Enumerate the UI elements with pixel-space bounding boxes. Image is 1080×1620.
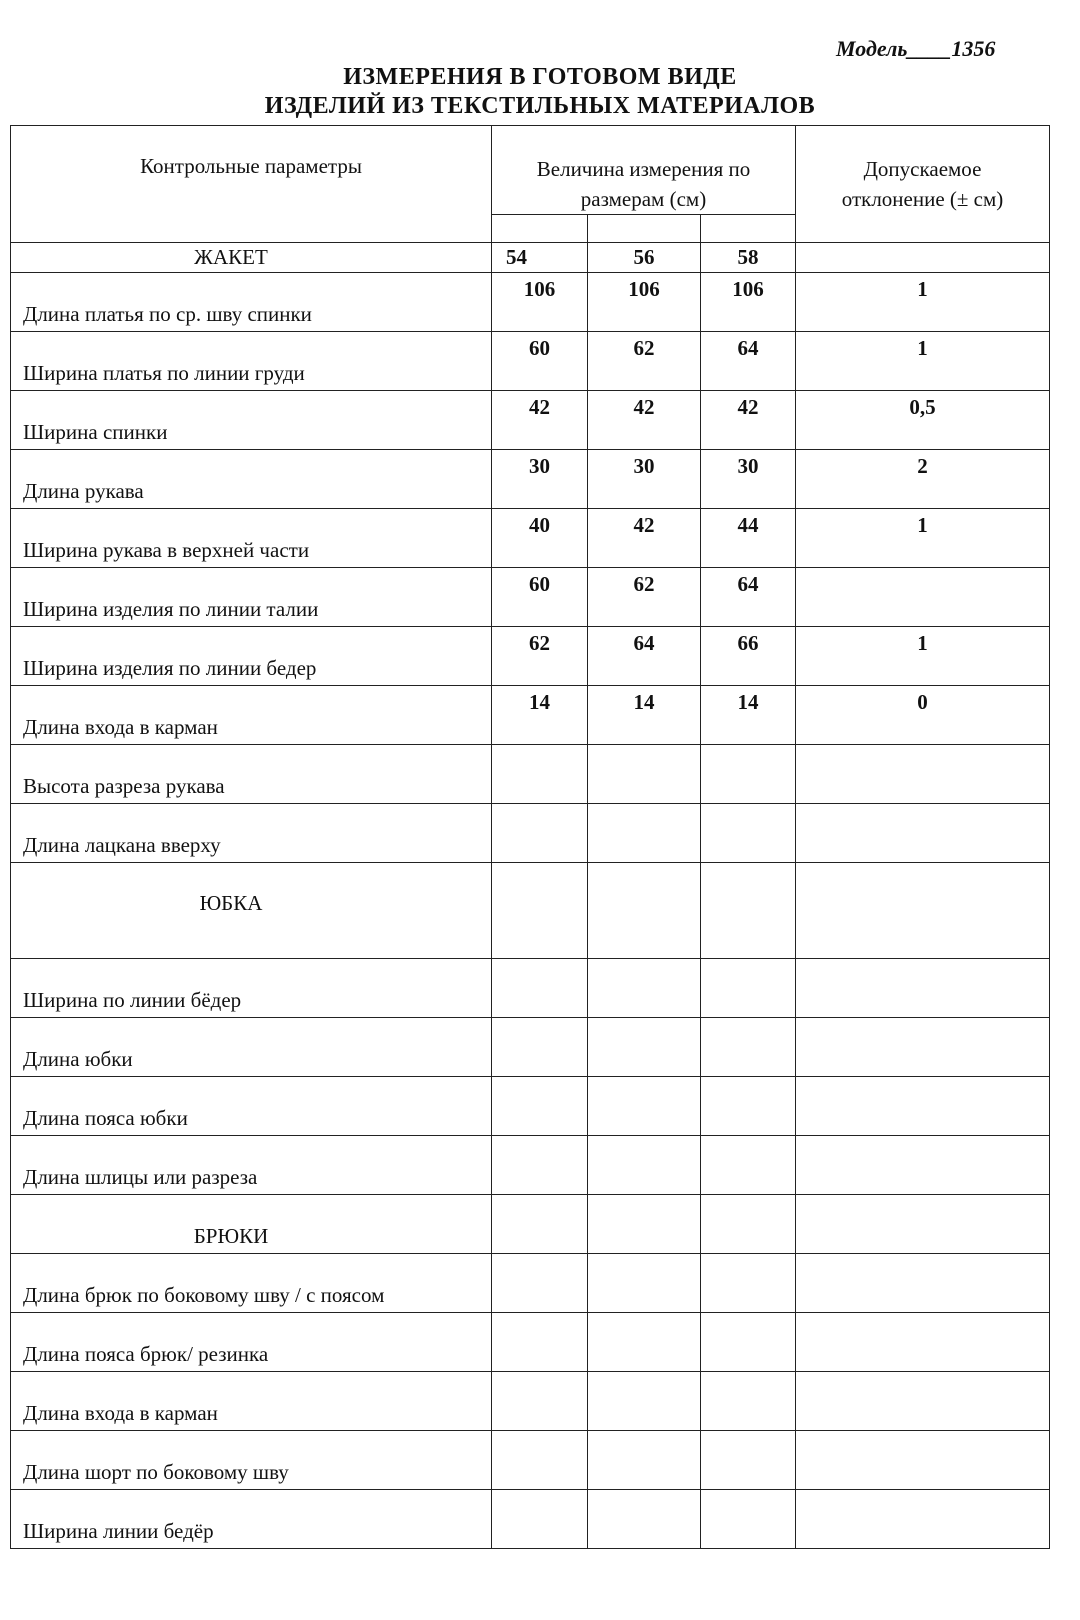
value-tolerance: 1 (796, 627, 1050, 686)
table-row (11, 332, 1050, 391)
empty-cell (588, 1431, 701, 1490)
empty-cell (492, 1018, 588, 1077)
size-58: 58 (701, 243, 796, 273)
value-size-58: 30 (701, 450, 796, 509)
empty-cell (492, 1313, 588, 1372)
table-row (11, 391, 1050, 450)
header-control-parameters: Контрольные параметры (11, 126, 492, 243)
empty-cell (796, 1077, 1050, 1136)
table-row (11, 804, 1050, 863)
row-label: Ширина по линии бёдер (11, 959, 492, 1018)
table-row (11, 1136, 1050, 1195)
empty-cell (796, 1195, 1050, 1254)
empty-cell (701, 1195, 796, 1254)
empty-cell (701, 1372, 796, 1431)
value-tolerance (796, 568, 1050, 627)
empty-cell (588, 1490, 701, 1549)
empty-cell (492, 1431, 588, 1490)
value-size-56 (588, 804, 701, 863)
size-56: 56 (588, 243, 701, 273)
empty-cell (701, 1254, 796, 1313)
empty-cell (492, 1254, 588, 1313)
empty-cell (796, 863, 1050, 959)
empty-cell (701, 1431, 796, 1490)
value-size-54: 30 (492, 450, 588, 509)
size-54: 54 (492, 243, 588, 273)
empty-cell (588, 1136, 701, 1195)
section-row (11, 1195, 1050, 1254)
empty-cell (492, 959, 588, 1018)
table-row (11, 1490, 1050, 1549)
value-tolerance: 1 (796, 273, 1050, 332)
table-row (11, 1431, 1050, 1490)
table-row (11, 959, 1050, 1018)
row-label: Длина лацкана вверху (11, 804, 492, 863)
section-jacket: ЖАКЕТ (11, 243, 492, 273)
empty-cell (701, 215, 796, 243)
header-size-line2: размерам (см) (580, 187, 707, 211)
row-label: Длина входа в карман (11, 686, 492, 745)
empty-cell (701, 1136, 796, 1195)
value-size-58: 64 (701, 332, 796, 391)
empty-cell (492, 1136, 588, 1195)
value-size-54: 40 (492, 509, 588, 568)
row-label: Длина юбки (11, 1018, 492, 1077)
empty-cell (588, 863, 701, 959)
value-size-58: 14 (701, 686, 796, 745)
table-row (11, 686, 1050, 745)
empty-cell (796, 1490, 1050, 1549)
document-title-line2: ИЗДЕЛИЙ ИЗ ТЕКСТИЛЬНЫХ МАТЕРИАЛОВ (264, 93, 816, 119)
row-label: Ширина спинки (11, 391, 492, 450)
value-size-54: 60 (492, 332, 588, 391)
table-row (11, 1077, 1050, 1136)
empty-cell (492, 1195, 588, 1254)
empty-cell (701, 863, 796, 959)
value-size-56: 42 (588, 391, 701, 450)
value-size-54: 14 (492, 686, 588, 745)
section-row (11, 863, 1050, 959)
table-row (11, 1313, 1050, 1372)
value-size-56: 42 (588, 509, 701, 568)
header-tolerance-line2: отклонение (± см) (841, 187, 1004, 211)
row-label: Длина шорт по боковому шву (11, 1431, 492, 1490)
empty-cell (701, 959, 796, 1018)
row-label: Длина пояса юбки (11, 1077, 492, 1136)
empty-cell (701, 1077, 796, 1136)
table-row (11, 568, 1050, 627)
empty-cell (588, 959, 701, 1018)
value-size-54: 42 (492, 391, 588, 450)
empty-cell (492, 1490, 588, 1549)
row-label: Ширина платья по линии груди (11, 332, 492, 391)
section-skirt: ЮБКА (11, 863, 492, 959)
table-row (11, 1018, 1050, 1077)
empty-cell (588, 1018, 701, 1077)
table-row (11, 745, 1050, 804)
row-label: Высота разреза рукава (11, 745, 492, 804)
value-size-56: 14 (588, 686, 701, 745)
value-tolerance: 1 (796, 509, 1050, 568)
model-number: Модель____1356 (836, 36, 996, 61)
row-label: Длина платья по ср. шву спинки (11, 273, 492, 332)
empty-cell (796, 1136, 1050, 1195)
row-label: Ширина изделия по линии бедер (11, 627, 492, 686)
value-size-56: 62 (588, 568, 701, 627)
table-row (11, 509, 1050, 568)
table-row (11, 1254, 1050, 1313)
value-size-58: 106 (701, 273, 796, 332)
empty-cell (588, 1195, 701, 1254)
size-row (11, 243, 1050, 273)
value-tolerance: 0 (796, 686, 1050, 745)
empty-cell (796, 1313, 1050, 1372)
empty-cell (492, 1372, 588, 1431)
row-label: Длина брюк по боковому шву / с поясом (11, 1254, 492, 1313)
empty-cell (701, 1018, 796, 1077)
empty-cell (796, 1254, 1050, 1313)
value-size-56: 30 (588, 450, 701, 509)
value-tolerance: 0,5 (796, 391, 1050, 450)
value-tolerance (796, 804, 1050, 863)
row-label: Длина входа в карман (11, 1372, 492, 1431)
empty-cell (796, 1018, 1050, 1077)
row-label: Ширина линии бедёр (11, 1490, 492, 1549)
empty-cell (588, 1372, 701, 1431)
empty-cell (796, 1431, 1050, 1490)
empty-cell (701, 1313, 796, 1372)
value-size-56: 62 (588, 332, 701, 391)
empty-cell (796, 1372, 1050, 1431)
measurements-table (10, 125, 1050, 1549)
value-size-58: 64 (701, 568, 796, 627)
value-size-56: 64 (588, 627, 701, 686)
row-label: Длина шлицы или разреза (11, 1136, 492, 1195)
table-row (11, 450, 1050, 509)
value-size-58: 66 (701, 627, 796, 686)
value-size-58: 44 (701, 509, 796, 568)
empty-cell (492, 863, 588, 959)
table-header-row (11, 126, 1050, 215)
header-size-line1: Величина измерения по (536, 157, 751, 181)
empty-cell (796, 959, 1050, 1018)
empty-cell (492, 1077, 588, 1136)
empty-cell (588, 1313, 701, 1372)
empty-cell (796, 243, 1050, 273)
row-label: Длина пояса брюк/ резинка (11, 1313, 492, 1372)
value-tolerance: 1 (796, 332, 1050, 391)
value-size-58: 42 (701, 391, 796, 450)
document-title-line1: ИЗМЕРЕНИЯ В ГОТОВОМ ВИДЕ (343, 64, 737, 90)
header-size-values (492, 126, 796, 215)
value-size-54: 62 (492, 627, 588, 686)
value-size-54 (492, 745, 588, 804)
value-size-58 (701, 804, 796, 863)
table-row (11, 627, 1050, 686)
value-size-58 (701, 745, 796, 804)
header-tolerance (796, 126, 1050, 243)
value-size-54: 106 (492, 273, 588, 332)
empty-cell (588, 1077, 701, 1136)
value-tolerance (796, 745, 1050, 804)
empty-cell (588, 1254, 701, 1313)
table-row (11, 1372, 1050, 1431)
value-size-54: 60 (492, 568, 588, 627)
empty-cell (492, 215, 588, 243)
value-size-56 (588, 745, 701, 804)
value-tolerance: 2 (796, 450, 1050, 509)
row-label: Ширина изделия по линии талии (11, 568, 492, 627)
value-size-56: 106 (588, 273, 701, 332)
header-tolerance-line1: Допускаемое (863, 157, 982, 181)
empty-cell (588, 215, 701, 243)
empty-cell (701, 1490, 796, 1549)
section-trousers: БРЮКИ (11, 1195, 492, 1254)
row-label: Ширина рукава в верхней части (11, 509, 492, 568)
table-row (11, 273, 1050, 332)
row-label: Длина рукава (11, 450, 492, 509)
value-size-54 (492, 804, 588, 863)
